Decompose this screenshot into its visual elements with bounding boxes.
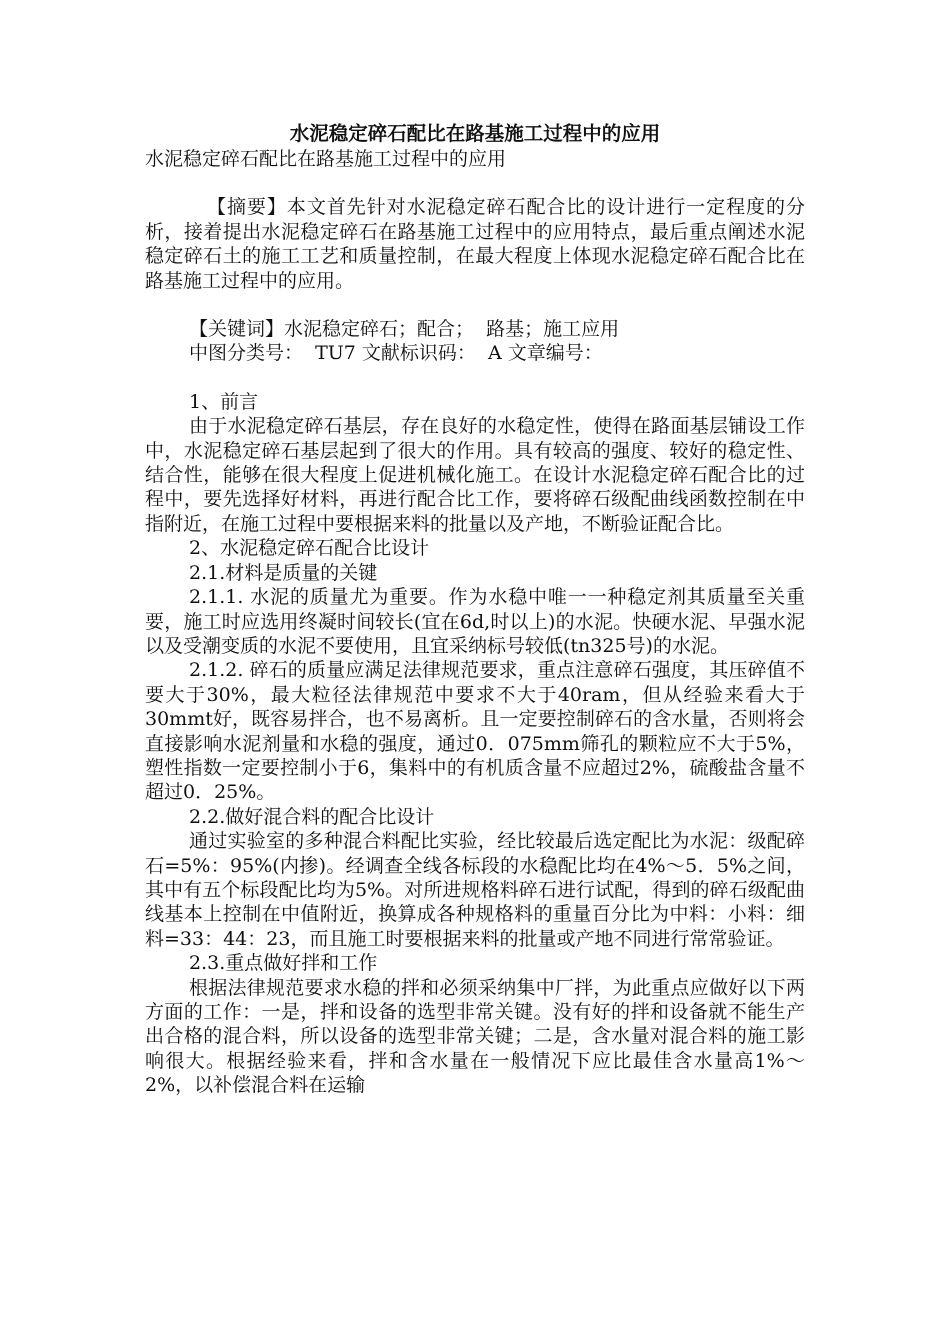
paragraph-gravel-quality: 2.1.2. 碎石的质量应满足法律规范要求，重点注意碎石强度，其压碎值不要大于30%，最大粒径法律规范中要求不大于40ram，但从经验来看大于30mmt好，既容易拌合，也不易离析。且一定要控制碎石的含水量，否则将会直接影响水泥剂量和水稳的强度，通过0．075mm筛孔的颗粒应不大于5%，塑性指数一定要控制小于6，集料中的有机质含量不应超过2%，硫酸盐含量不超过0．25%。 xyxy=(145,659,805,804)
classification-line: 中图分类号： TU7 文献标识码： A 文章编号： xyxy=(189,342,603,365)
keywords-line: 【关键词】水泥稳定碎石；配合； 路基；施工应用 xyxy=(189,318,620,341)
section-heading-materials: 2.1.材料是质量的关键 xyxy=(189,561,378,584)
document-title: 水泥稳定碎石配比在路基施工过程中的应用 xyxy=(289,122,661,145)
section-heading-mix-design: 2、水泥稳定碎石配合比设计 xyxy=(189,537,430,560)
abstract-paragraph: 【摘要】本文首先针对水泥稳定碎石配合比的设计进行一定程度的分析，接着提出水泥稳定碎石在路基施工过程中的应用特点，最后重点阐述水泥稳定碎石土的施工工艺和质量控制，在最大程度上体现水泥稳定碎石配合比在路基施工过程中的应用。 xyxy=(145,196,805,292)
section-heading-mix-ratio: 2.2.做好混合料的配合比设计 xyxy=(189,805,435,828)
paragraph-cement-quality: 2.1.1. 水泥的质量尤为重要。作为水稳中唯一一种稳定剂其质量至关重要，施工时应选用终凝时间较长(宜在6d,时以上)的水泥。快硬水泥、早强水泥以及受潮变质的水泥不要使用，且宜采纳标号较低(tn325号)的水泥。 xyxy=(145,586,805,657)
paragraph-foreword: 由于水泥稳定碎石基层，存在良好的水稳定性，使得在路面基层铺设工作中，水泥稳定碎石基层起到了很大的作用。具有较高的强度、较好的稳定性、结合性，能够在很大程度上促进机械化施工。在设计水泥稳定碎石配合比的过程中，要先选择好材料，再进行配合比工作，要将碎石级配曲线函数控制在中指附近，在施工过程中要根据来料的批量以及产地，不断验证配合比。 xyxy=(145,415,805,535)
section-heading-foreword: 1、前言 xyxy=(189,390,259,413)
paragraph-mix-ratio: 通过实验室的多种混合料配比实验，经比较最后选定配比为水泥：级配碎石=5%：95%(内掺)。经调查全线各标段的水稳配比均在4%～5．5%之间，其中有五个标段配比均为5%。对所进规格料碎石进行试配，得到的碎石级配曲线基本上控制在中值附近，换算成各种规格料的重量百分比为中料：小料：细料=33：44：23，而且施工时要根据来料的批量或产地不同进行常常验证。 xyxy=(145,830,805,950)
section-heading-mixing: 2.3.重点做好拌和工作 xyxy=(189,952,378,975)
document-page xyxy=(145,120,805,1098)
document-subtitle: 水泥稳定碎石配比在路基施工过程中的应用 xyxy=(145,148,507,170)
paragraph-mixing: 根据法律规范要求水稳的拌和必须采纳集中厂拌，为此重点应做好以下两方面的工作：一是，拌和设备的选型非常关键。没有好的拌和设备就不能生产出合格的混合料，所以设备的选型非常关键；二是，含水量对混合料的施工影响很大。根据经验来看，拌和含水量在一般情况下应比最佳含水量高1%～2%，以补偿混合料在运输 xyxy=(145,976,805,1097)
